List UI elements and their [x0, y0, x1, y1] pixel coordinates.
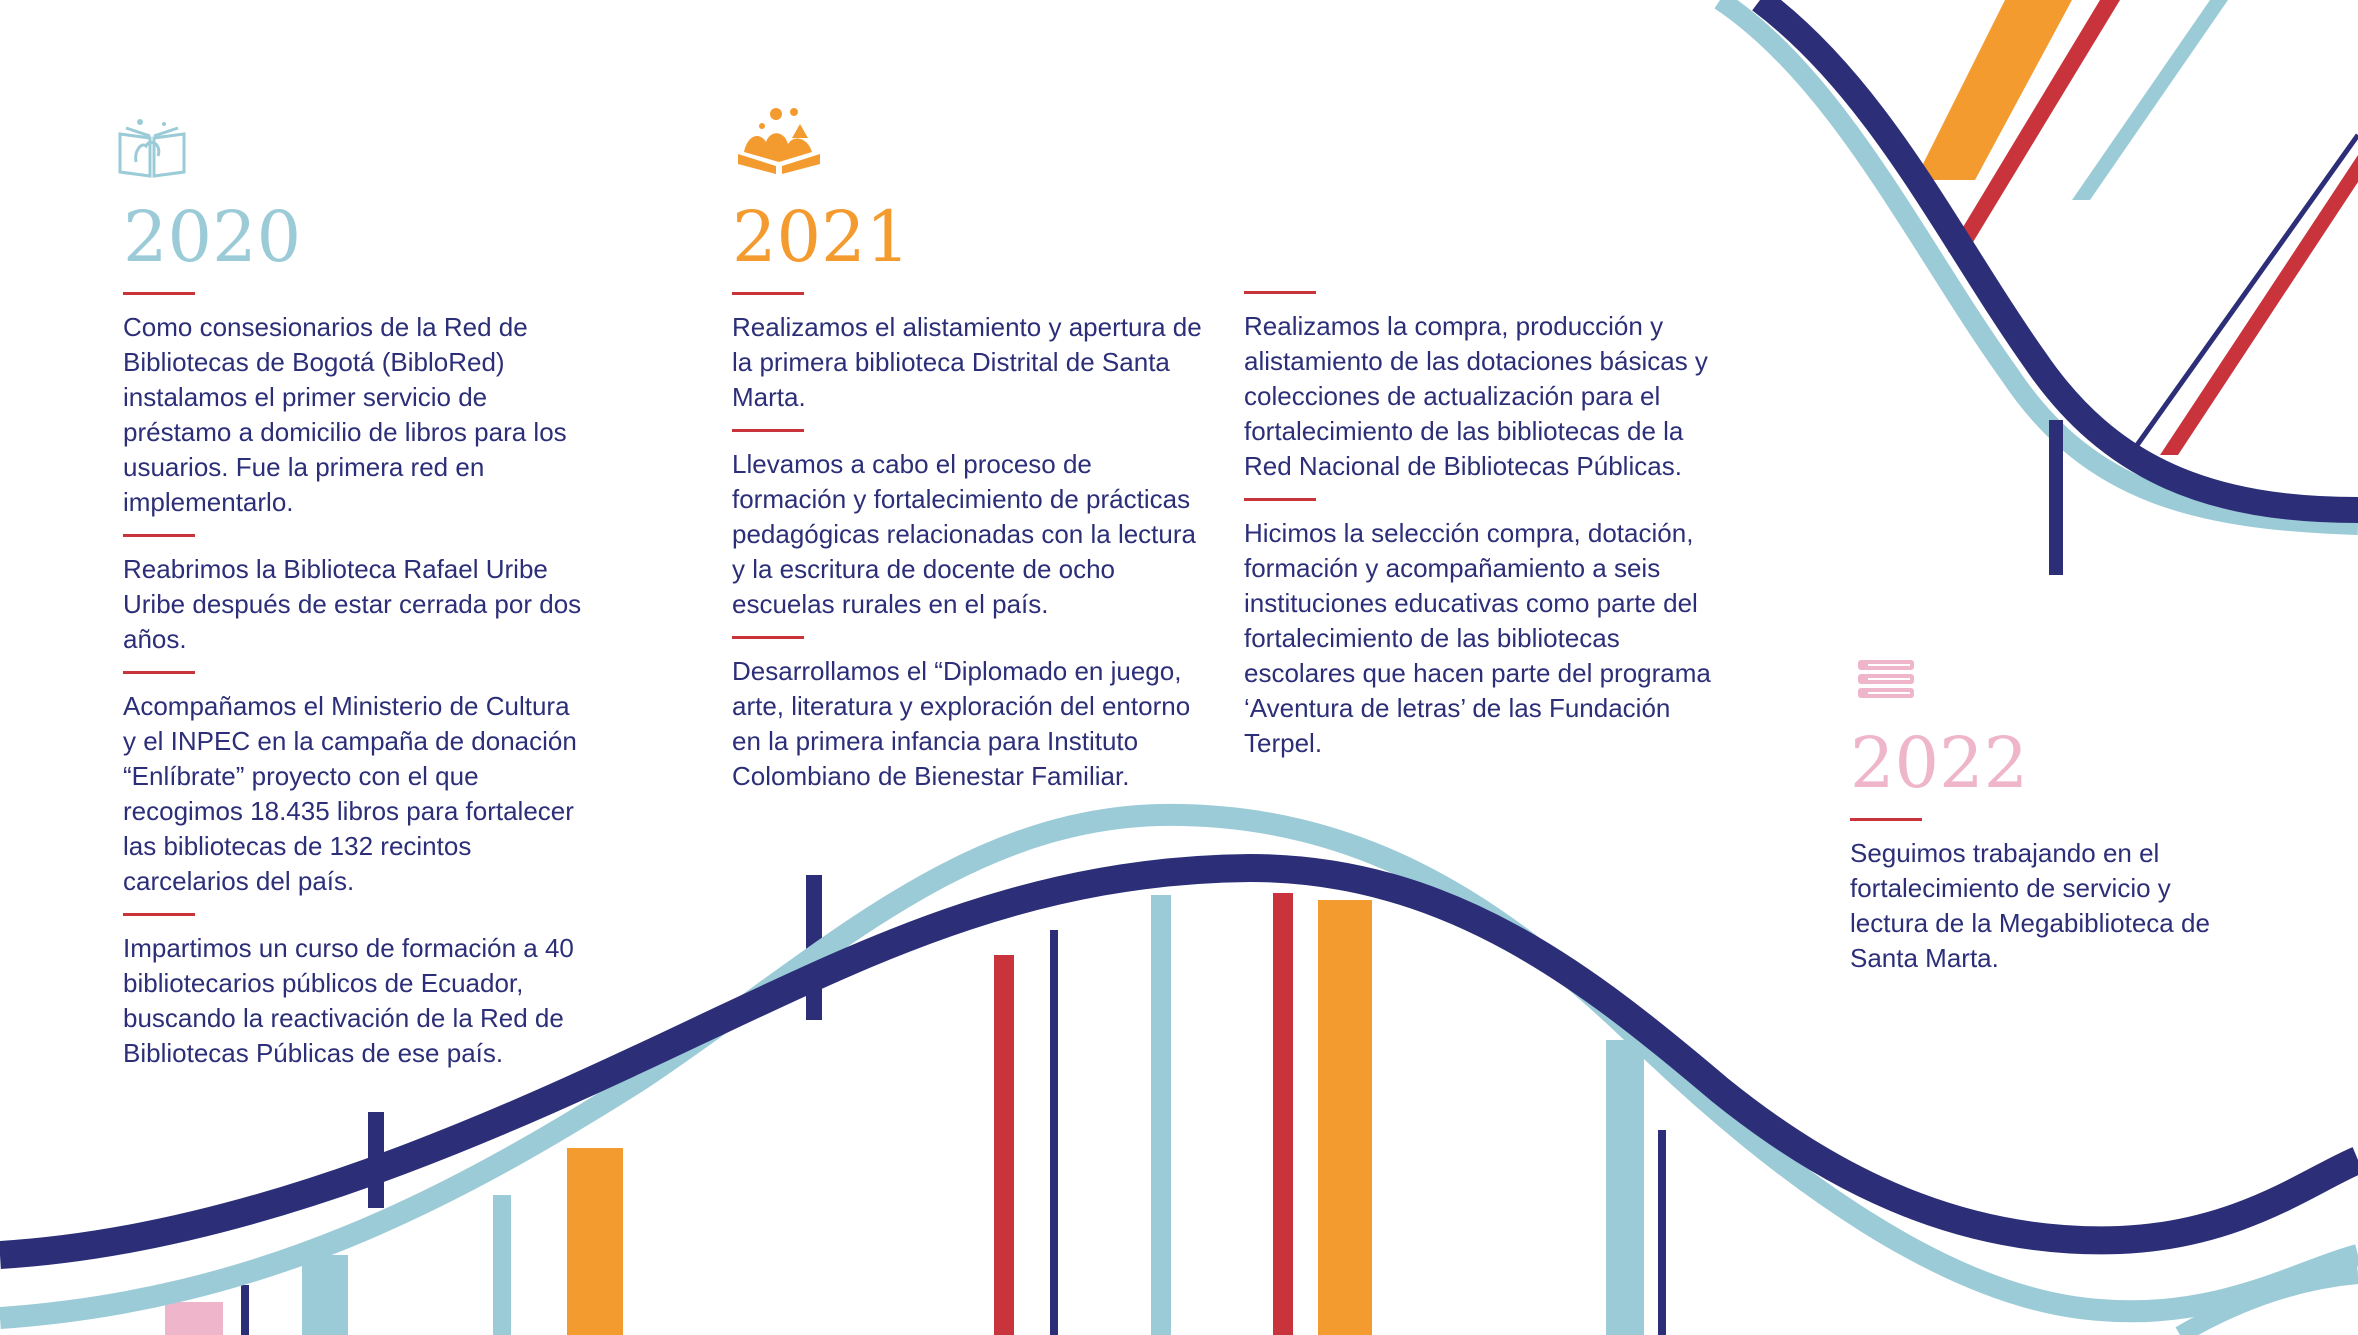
divider	[1244, 498, 1316, 501]
entry-text: Como consesionarios de la Red de Bibliotecas de Bogotá (BibloRed) instalamos el primer servicio de préstamo a domicilio de libros para los usuarios. Fue la primera red en implementarlo.	[123, 312, 567, 517]
year-heading: 2020	[123, 196, 302, 278]
entry-text: Llevamos a cabo el proceso de formación y fortalecimiento de prácticas pedagógicas relacionadas con la lectura y la escritura de docente de ocho escuelas rurales en el país.	[732, 449, 1196, 619]
column-2020	[123, 196, 583, 1071]
divider	[123, 913, 195, 916]
entry-text: Realizamos el alistamiento y apertura de la primera biblioteca Distrital de Santa Marta.	[732, 312, 1202, 412]
bar-navy-thin	[241, 1285, 249, 1335]
bar-orange-2	[1318, 900, 1372, 1335]
open-book-icon	[116, 116, 188, 180]
top-navy-post	[2049, 420, 2063, 575]
divider	[123, 534, 195, 537]
storybook-icon	[734, 104, 824, 176]
divider	[123, 292, 195, 295]
bar-light-2	[493, 1195, 511, 1335]
column-2022	[1850, 722, 2230, 976]
entry-text: Seguimos trabajando en el fortalecimiento de servicio y lectura de la Megabiblioteca de Santa Marta.	[1850, 838, 2210, 973]
divider	[1850, 818, 1922, 821]
divider	[1244, 291, 1316, 294]
entry-text: Acompañamos el Ministerio de Cultura y el INPEC en la campaña de donación “Enlíbrate” proyecto con el que recogimos 18.435 libros para fortalecer las bibliotecas de 132 recintos carcelarios del país.	[123, 691, 577, 896]
entry-text: Realizamos la compra, producción y alistamiento de las dotaciones básicas y colecciones de actualización para el fortalecimiento de las bibliotecas de la Red Nacional de Bibliotecas Públicas.	[1244, 311, 1708, 481]
bar-red	[994, 955, 1014, 1335]
red-stripe-right	[2160, 155, 2358, 455]
divider	[732, 429, 804, 432]
divider	[123, 671, 195, 674]
divider	[732, 292, 804, 295]
book-stack-icon	[1856, 658, 1916, 702]
bar-pink	[165, 1302, 223, 1335]
entry-text: Desarrollamos el “Diplomado en juego, arte, literatura y exploración del entorno en la primera infancia para Instituto Colombiano de Bienestar Familiar.	[732, 656, 1191, 791]
bar-light-3	[1151, 895, 1171, 1335]
bar-orange	[567, 1148, 623, 1335]
year-heading: 2022	[1850, 722, 2029, 804]
bar-navy-thin-3	[1658, 1130, 1666, 1335]
divider	[732, 636, 804, 639]
navy-thin-stripe	[2130, 135, 2358, 455]
column-2021-continued	[1244, 291, 1734, 761]
entry-text: Reabrimos la Biblioteca Rafael Uribe Uribe después de estar cerrada por dos años.	[123, 554, 582, 654]
entry-text: Impartimos un curso de formación a 40 bibliotecarios públicos de Ecuador, buscando la reactivación de la Red de Bibliotecas Públicas de ese país.	[123, 933, 574, 1068]
bar-light	[302, 1255, 348, 1335]
year-heading: 2021	[732, 196, 911, 278]
top-curve-light	[1720, 0, 2358, 525]
bar-light-4	[1606, 1040, 1644, 1335]
entry-text: Hicimos la selección compra, dotación, formación y acompañamiento a seis instituciones educativas como parte del fortalecimiento de las bibliotecas escolares que hacen parte del programa ‘Aventura de letras’ de las Fundación Terpel.	[1244, 518, 1711, 758]
column-2021	[732, 196, 1212, 794]
bar-navy-thin-2	[1050, 930, 1058, 1335]
bar-red-2	[1273, 893, 1293, 1335]
